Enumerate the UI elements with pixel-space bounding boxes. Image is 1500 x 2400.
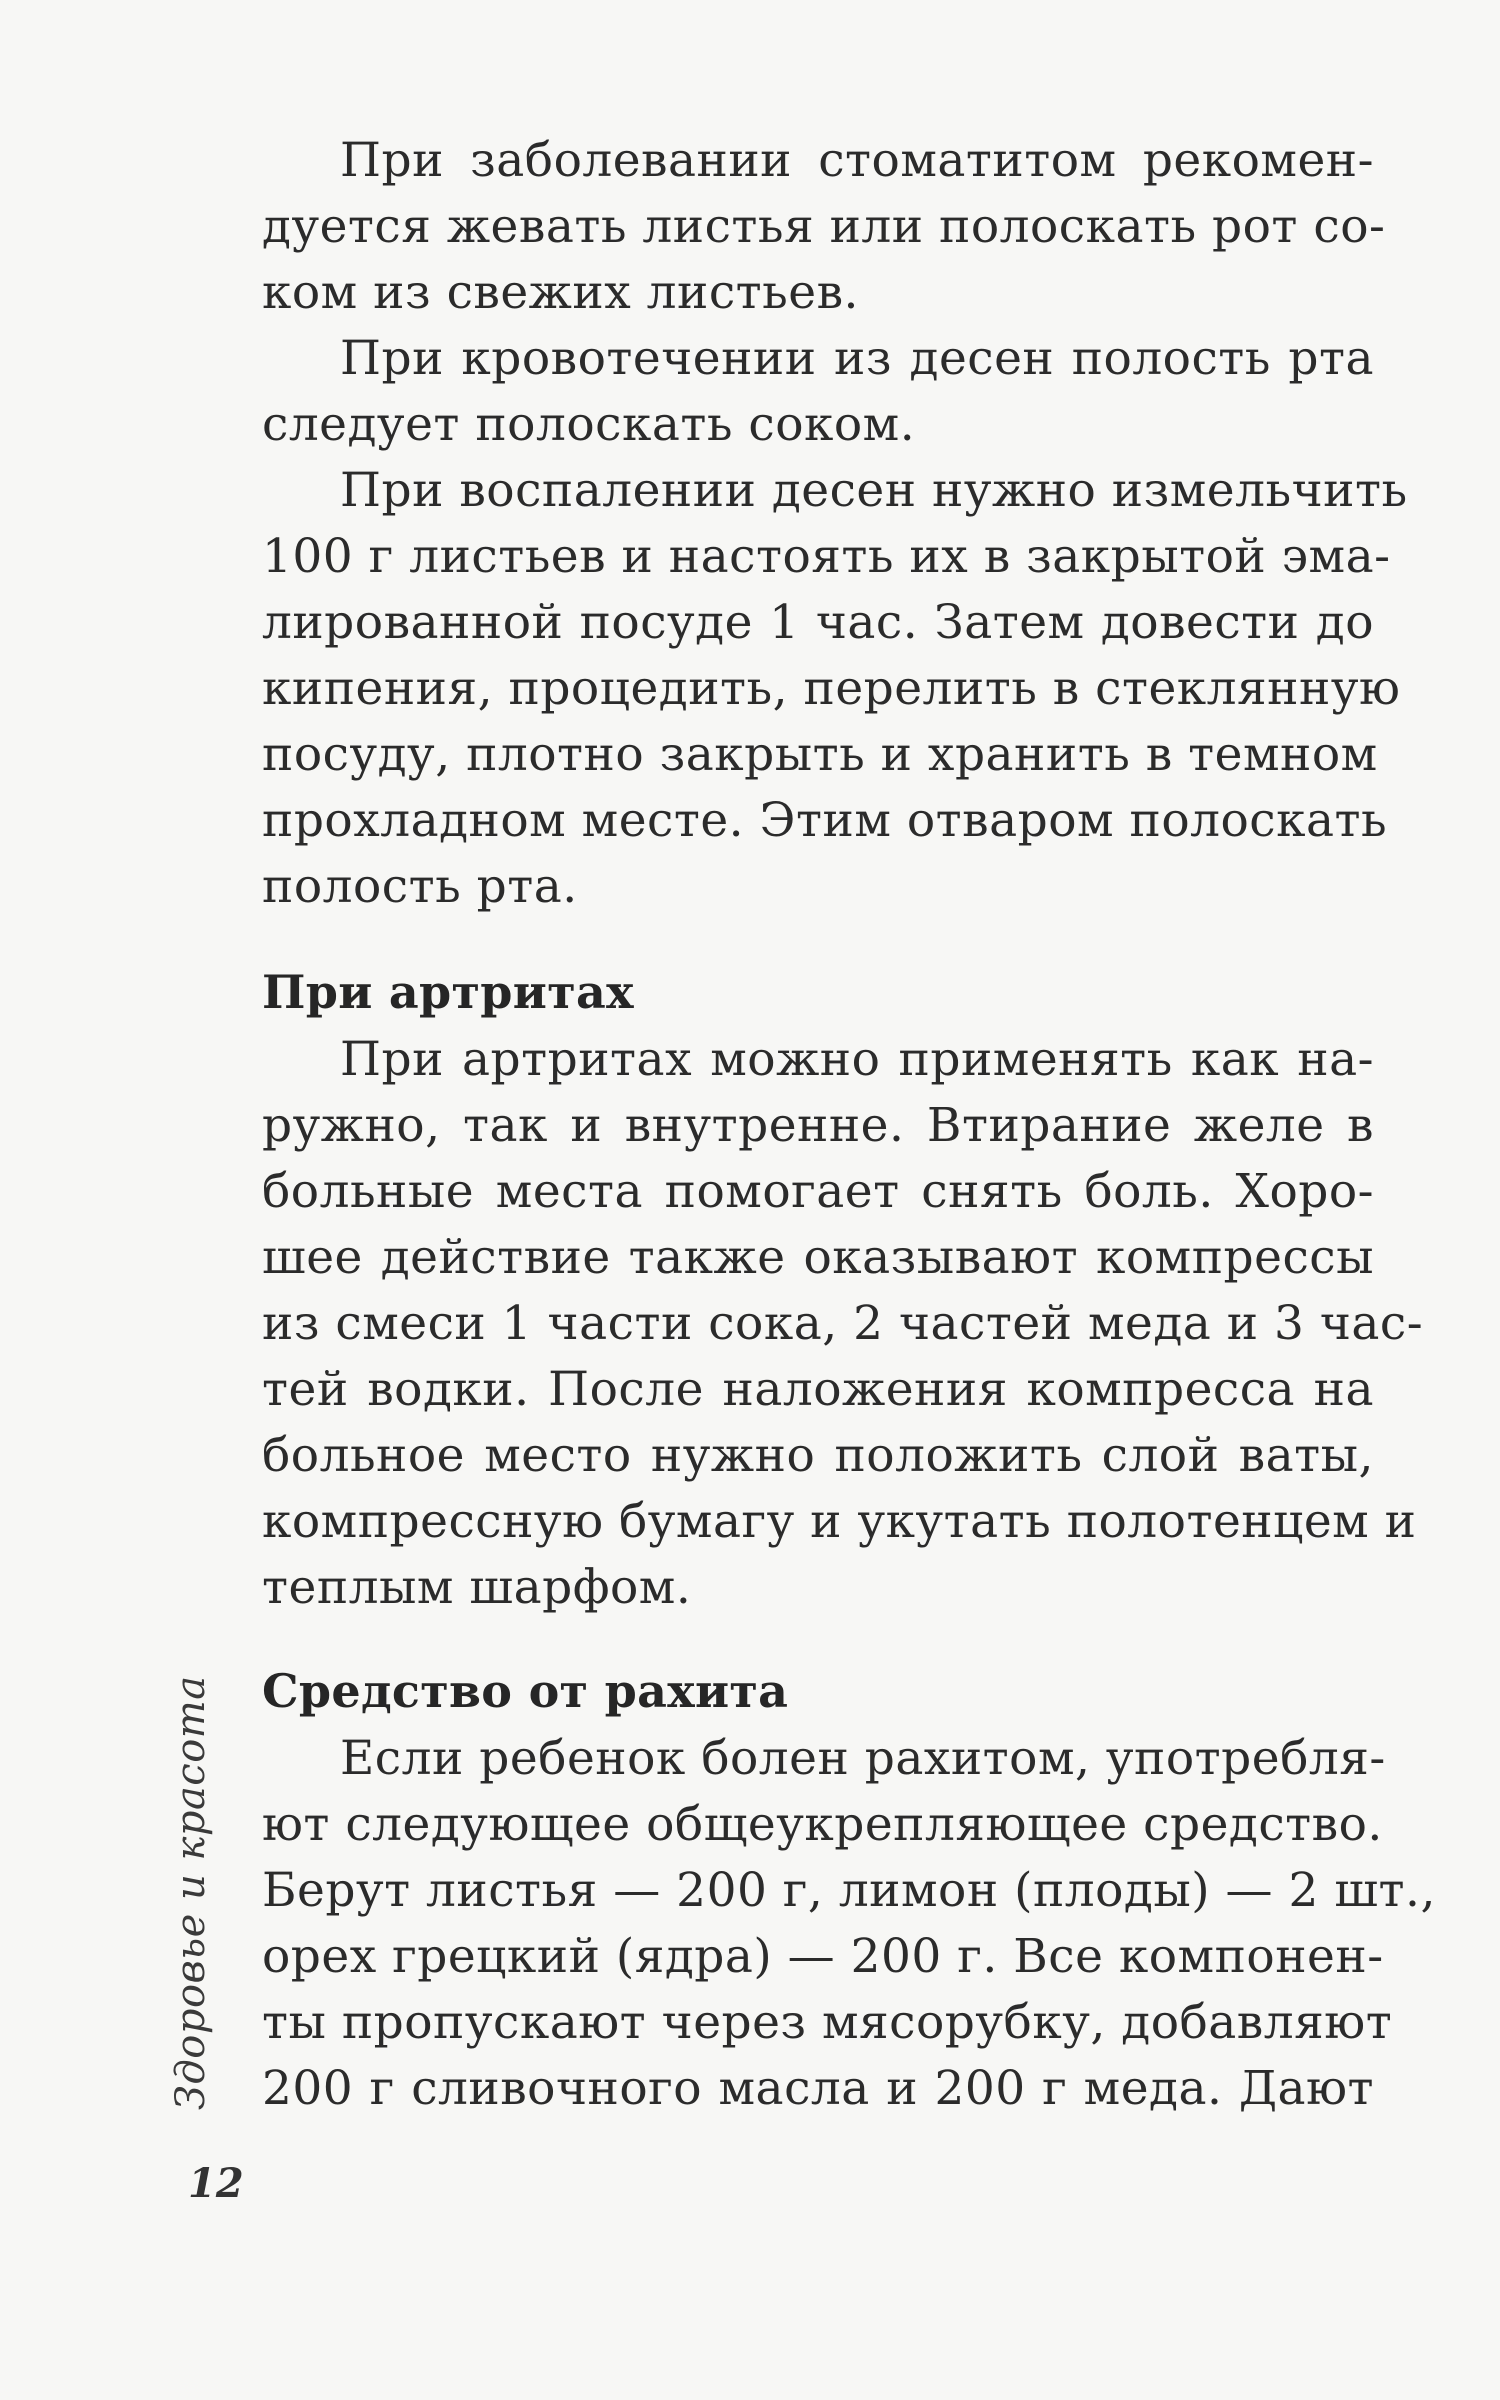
paragraph-line: ружно, так и внутренне. Втирание желе в [262, 1098, 1374, 1153]
paragraph-line: посуду, плотно закрыть и хранить в темном [262, 727, 1378, 782]
paragraph-line: орех грецкий (ядра) — 200 г. Все компонен- [262, 1929, 1384, 1984]
paragraph-line: полость рта. [262, 859, 578, 914]
paragraph-line: компрессную бумагу и укутать полотенцем и [262, 1494, 1417, 1549]
section-stomatitis [262, 128, 1408, 920]
section-rickets [262, 1656, 1436, 2122]
paragraph-line: ты пропускают через мясорубку, добавляют [262, 1995, 1393, 2050]
section-heading: При артритах [262, 965, 634, 1019]
running-head: Здоровье и красота [168, 1675, 214, 2110]
paragraph-line: При артритах можно применять как на- [340, 1032, 1374, 1087]
section-heading: Средство от рахита [262, 1664, 789, 1718]
paragraph-line: больное место нужно положить слой ваты, [262, 1428, 1374, 1483]
paragraph-line: шее действие также оказывают компрессы [262, 1230, 1374, 1285]
paragraph-line: из смеси 1 части сока, 2 частей меда и 3 час- [262, 1296, 1424, 1351]
paragraph-line: кипения, процедить, перелить в стеклянную [262, 661, 1401, 716]
section-arthritis [262, 957, 1424, 1621]
paragraph-line: ком из свежих листьев. [262, 265, 859, 320]
page-number: 12 [188, 2160, 244, 2207]
paragraph-line: ют следующее общеукрепляющее средство. [262, 1797, 1383, 1852]
paragraph-line: теплым шарфом. [262, 1560, 692, 1615]
paragraph-line: лированной посуде 1 час. Затем довести до [262, 595, 1374, 650]
paragraph-line: 200 г сливочного масла и 200 г меда. Дают [262, 2061, 1374, 2116]
paragraph-line: следует полоскать соком. [262, 397, 916, 452]
paragraph-line: прохладном месте. Этим отваром полоскать [262, 793, 1388, 848]
paragraph-line: При заболевании стоматитом рекомен- [340, 133, 1374, 188]
paragraph-line: При воспалении десен нужно измельчить [340, 463, 1408, 518]
paragraph-line: При кровотечении из десен полость рта [340, 331, 1374, 386]
paragraph-line: больные места помогает снять боль. Хоро- [262, 1164, 1374, 1219]
paragraph-line: Берут листья — 200 г, лимон (плоды) — 2 шт., [262, 1863, 1436, 1918]
paragraph-line: 100 г листьев и настоять их в закрытой эма- [262, 529, 1391, 584]
paragraph-line: тей водки. После наложения компресса на [262, 1362, 1374, 1417]
paragraph-line: дуется жевать листья или полоскать рот со- [262, 199, 1386, 254]
paragraph-line: Если ребенок болен рахитом, употребля- [340, 1731, 1386, 1786]
